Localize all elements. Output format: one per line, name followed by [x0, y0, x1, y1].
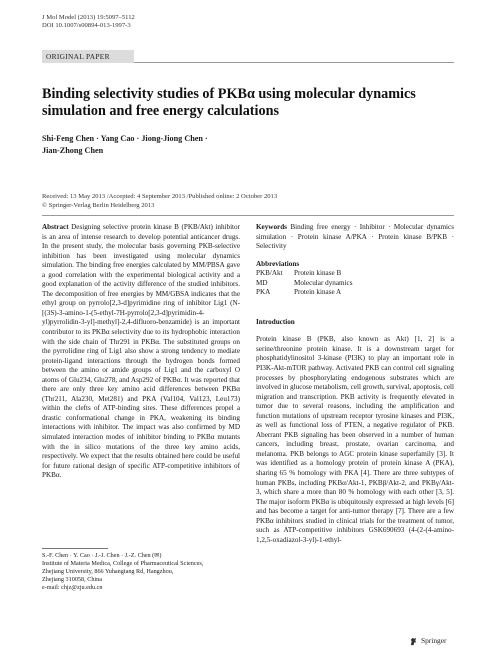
abbreviation-key: MD — [256, 278, 268, 287]
abbreviation-value: Molecular dynamics — [294, 278, 353, 287]
author-affiliation — [42, 552, 242, 592]
publisher-mark — [409, 636, 446, 646]
abbreviation-row — [256, 269, 454, 279]
publication-dates — [42, 193, 462, 210]
abbreviation-row — [256, 288, 454, 298]
header-divider — [42, 215, 454, 216]
right-column — [256, 223, 454, 545]
abbreviation-key: PKB/Akt — [256, 269, 283, 278]
abbreviations-heading: Abbreviations — [256, 259, 300, 268]
journal-info — [42, 14, 135, 31]
footnote-authors: S.-F. Chen · Y. Cao · J.-J. Chen · J.-Z. Chen (✉) — [42, 552, 162, 559]
springer-horse-icon — [409, 637, 418, 646]
doi[interactable]: DOI 10.1007/s00894-013-1997-3 — [42, 22, 131, 30]
affiliation-line-1: Institute of Materia Medica, College of Pharmaceutical Sciences, — [42, 560, 204, 567]
section-label: ORIGINAL PAPER — [42, 50, 134, 63]
affiliation-line-2: Zhejiang University, 866 Yuhangtang Rd, Hangzhou, — [42, 568, 174, 575]
abbreviation-value: Protein kinase A — [294, 288, 342, 297]
affiliation-line-3: Zhejiang 310058, China — [42, 576, 102, 583]
authors-line-1[interactable]: Shi-Feng Chen · Yang Cao · Jiong-Jiong Chen · — [42, 134, 208, 143]
article-title: Binding selectivity studies of PKBα using molecular dynamics simulation and free energy calculations — [42, 86, 416, 119]
journal-citation: J Mol Model (2013) 19:5097–5112 — [42, 14, 135, 21]
abbreviation-value: Protein kinase B — [294, 269, 342, 278]
introduction-text: Protein kinase B (PKB, also known as Akt) [1, 2] is a serine/threonine protein kinase. It is a downstream target for phosphatidylinositol 3-kinase (PI3K) to play an important role in PI3K-Akt-mTOR pathway. Activated PKB can control cell signaling processes by phosphorylating endogenous substrates which are involved in glucose metabolism, cell growth, survival, apoptosis, cell migration and transcription. PKB activity is frequently elevated in tumor due to several reasons, including the amplification and function mutations of upstream receptor tyrosine kinases and PI3K, as well as functional loss of PTEN, a negative regulator of PKB. Aberrant PKB signaling has been observed in a number of human cancers, including breast, prostate, ovarian carcinoma, and melanoma. PKB belongs to AGC protein kinase superfamily [3]. It was identified as a homology protein of protein kinase A (PKA), sharing 65 % homology with PKA [4]. There are three subtypes of human PKBs, including PKBα/Akt-1, PKBβ/Akt-2, and PKBγ/Akt-3, which share a more than 80 % homology with each other [3, 5]. The major isoform PKBα is ubiquitously expressed at high levels [6] and has become a target for anti-tumor therapy [7]. There are a few PKBα inhibitors studied in clinical trials for the treatment of tumor, such as ATP-competitive inhibitors GSK690693 (4-(2-(4-amino-1,2,5-oxadiazol-3-yl)-1-ethyl- — [256, 335, 454, 544]
abbreviations-list — [256, 269, 454, 298]
author-list — [42, 133, 382, 156]
abstract-text: Designing selective protein kinase B (PKB/Akt) inhibitor is an area of intense research to develop potential anticancer drugs. In the present study, the molecular basis governing PKB-selective inhibition has been investigated using molecular dynamics simulation. The binding free energies calculated by MM/PBSA gave a good correlation with the experimental biological activity and a good explanation of the activity difference of the studied inhibitors. The decomposition of free energies by MM/GBSA indicates that the ethyl group on pyrrolo[2,3-d]pyrimidine ring of inhibitor Lig1 (N-[(3S)-3-amino-1-(5-ethyl-7H-pyrrolo[2,3-d]pyrimidin-4-yl)pyrrolidin-3-yl]-methyl]-2,4-difluoro-benzamide) is an important contributor to its PKBα selectivity due to its hydrophobic interaction with the side chain of Thr291 in PKBα. The substituted groups on the pyrrolidine ring of Lig1 also show a strong tendency to mediate protein-ligand interactions through the hydrogen bonds formed between the amino or amide groups of Lig1 and the carboxyl O atoms of Glu234, Glu278, and Asp292 of PKBα. It was reported that there are only three key amino acid differences between PKBα (Thr211, Ala230, Met281) and PKA (Val104, Val123, Leu173) within the clefts of ATP-binding sites. These differences propel a drastic conformational change in PKA, weakening its binding interactions with inhibitor. The impact was also confirmed by MD simulated interaction modes of inhibitor binding to PKBα mutants with the in silico mutations of the three key amino acids, respectively. We expect that the results obtained here could be useful for future rational design of specific ATP-competitive inhibitors of PKBα. — [42, 223, 240, 480]
abbreviation-row — [256, 279, 454, 289]
keywords-block — [256, 223, 454, 252]
dates-line: Received: 13 May 2013 /Accepted: 4 September 2013 /Published online: 2 October 2013 — [42, 193, 278, 200]
abstract-column — [42, 223, 240, 481]
abstract-label: Abstract — [42, 223, 69, 231]
copyright-line: © Springer-Verlag Berlin Heidelberg 2013 — [42, 201, 155, 209]
footnote-divider — [42, 548, 108, 549]
introduction-heading: Introduction — [256, 317, 295, 326]
section-divider — [134, 62, 454, 63]
author-email[interactable]: e-mail: chjz@zju.edu.cn — [42, 584, 103, 591]
keywords-text: Binding free energy · Inhibitor · Molecular dynamics simulation · Protein kinase A/PKA · Protein kinase B/PKB · Selectivity — [256, 223, 454, 251]
keywords-label: Keywords — [256, 223, 287, 231]
abbreviation-key: PKA — [256, 288, 271, 297]
publisher-name: Springer — [421, 636, 447, 645]
authors-line-2[interactable]: Jian-Zhong Chen — [42, 145, 104, 155]
